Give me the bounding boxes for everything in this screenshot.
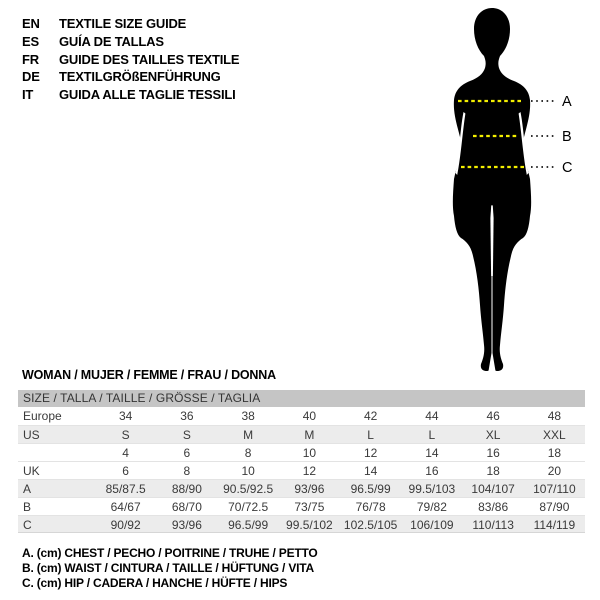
row-label: Europe <box>23 409 62 423</box>
table-row <box>18 425 585 443</box>
size-value-cell: 18 <box>486 464 500 478</box>
size-value-cell: 12 <box>363 446 378 460</box>
size-value-cell: 106/109 <box>410 518 454 532</box>
size-value-cell: 87/90 <box>539 500 570 514</box>
size-value-cell: 34 <box>118 409 133 423</box>
measure-label: C <box>562 160 573 176</box>
size-value-cell: 48 <box>547 409 562 423</box>
table-row <box>18 461 585 479</box>
size-value-cell: L <box>428 428 436 442</box>
size-value-cell: 104/107 <box>471 482 515 496</box>
table-row <box>18 479 585 497</box>
size-value-cell: 90/92 <box>110 518 141 532</box>
size-value-cell: 14 <box>363 464 378 478</box>
table-row <box>18 515 585 533</box>
size-value-cell: 88/90 <box>171 482 202 496</box>
size-value-cell: S <box>121 428 130 442</box>
size-value-cell: 8 <box>183 464 191 478</box>
size-value-cell: 46 <box>486 409 500 423</box>
measure-label: A <box>562 94 572 110</box>
language-label: TEXTILE SIZE GUIDE <box>59 16 187 31</box>
size-value-cell: 90.5/92.5 <box>223 482 274 496</box>
language-item-fr <box>22 51 239 69</box>
size-value-cell: 93/96 <box>294 482 325 496</box>
size-value-cell: L <box>367 428 374 442</box>
language-item-it <box>22 86 239 104</box>
size-value-cell: 85/87.5 <box>105 482 146 496</box>
language-label: GUIDA ALLE TAGLIE TESSILI <box>59 87 236 103</box>
size-value-cell: 102.5/105 <box>343 518 398 532</box>
size-value-cell: 70/72.5 <box>228 500 269 514</box>
language-label: TEXTILGRÖßENFÜHRUNG <box>59 69 221 85</box>
size-value-cell: 6 <box>122 464 129 478</box>
size-table-header: SIZE / TALLA / TAILLE / GRÖSSE / TAGLIA <box>18 390 585 407</box>
woman-silhouette-icon <box>453 8 531 371</box>
size-value-cell: 76/78 <box>355 500 386 514</box>
size-value-cell: 44 <box>425 409 439 423</box>
size-table <box>18 390 585 533</box>
size-value-cell: 110/113 <box>472 518 514 532</box>
row-label: C <box>23 518 32 532</box>
size-value-cell: 10 <box>302 446 317 460</box>
table-row <box>18 407 585 425</box>
size-value-cell: 68/70 <box>171 500 202 514</box>
measurement-legend <box>22 546 318 590</box>
language-label: GUIDE DES TAILLES TEXTILE <box>59 51 240 67</box>
row-label: UK <box>23 464 40 478</box>
size-value-cell: 93/96 <box>171 518 202 532</box>
size-value-cell: 73/75 <box>294 500 325 514</box>
language-code: DE <box>22 69 40 85</box>
size-value-cell: 96.5/99 <box>350 482 391 496</box>
size-value-cell: 99.5/103 <box>408 482 456 496</box>
size-table-body <box>18 407 585 533</box>
size-value-cell: 6 <box>183 446 191 460</box>
size-value-cell: 38 <box>241 409 255 423</box>
size-value-cell: 18 <box>547 446 562 460</box>
size-value-cell: 114/119 <box>533 518 576 532</box>
size-value-cell: 4 <box>122 446 129 460</box>
size-value-cell: 64/67 <box>110 500 141 514</box>
size-value-cell: 12 <box>302 464 317 478</box>
size-value-cell: 107/110 <box>533 482 576 496</box>
legend-line: A. (cm) CHEST / PECHO / POITRINE / TRUHE / PETTO <box>22 546 318 560</box>
size-value-cell: 99.5/102 <box>286 518 333 532</box>
language-item-en <box>22 15 239 33</box>
language-label: GUÍA DE TALLAS <box>59 33 164 49</box>
size-value-cell: 79/82 <box>416 500 447 514</box>
size-value-cell: XL <box>485 428 501 442</box>
size-value-cell: M <box>304 428 315 442</box>
language-guide-list <box>22 15 239 104</box>
size-value-cell: S <box>182 428 191 442</box>
row-label <box>18 444 95 461</box>
language-item-de <box>22 68 239 86</box>
size-value-cell: 8 <box>244 446 252 460</box>
size-value-cell: 40 <box>302 409 317 423</box>
row-label: A <box>23 482 32 496</box>
size-value-cell: 10 <box>241 464 255 478</box>
language-code: FR <box>22 51 39 67</box>
legend-line: B. (cm) WAIST / CINTURA / TAILLE / HÜFTUNG / VITA <box>22 560 314 575</box>
size-value-cell: 36 <box>180 409 194 423</box>
size-value-cell: 96.5/99 <box>228 518 269 532</box>
size-value-cell: 20 <box>547 464 562 478</box>
table-row <box>18 497 585 515</box>
size-value-cell: 14 <box>425 446 439 460</box>
language-code: EN <box>22 16 40 31</box>
legend-line: C. (cm) HIP / CADERA / HANCHE / HÜFTE / HIPS <box>22 575 288 590</box>
size-value-cell: 83/86 <box>478 500 509 514</box>
measure-label: B <box>562 129 572 145</box>
size-value-cell: 16 <box>425 464 439 478</box>
section-title: WOMAN / MUJER / FEMME / FRAU / DONNA <box>22 368 276 382</box>
language-code: IT <box>22 87 34 103</box>
size-value-cell: 42 <box>363 409 378 423</box>
size-value-cell: 16 <box>486 446 500 460</box>
language-item-es <box>22 33 239 51</box>
row-label: US <box>23 428 40 442</box>
woman-silhouette-figure <box>395 0 600 380</box>
size-value-cell: XXL <box>543 428 566 442</box>
language-code: ES <box>22 33 39 49</box>
row-label: B <box>23 500 32 514</box>
size-value-cell: M <box>243 428 254 442</box>
table-row <box>18 443 585 461</box>
